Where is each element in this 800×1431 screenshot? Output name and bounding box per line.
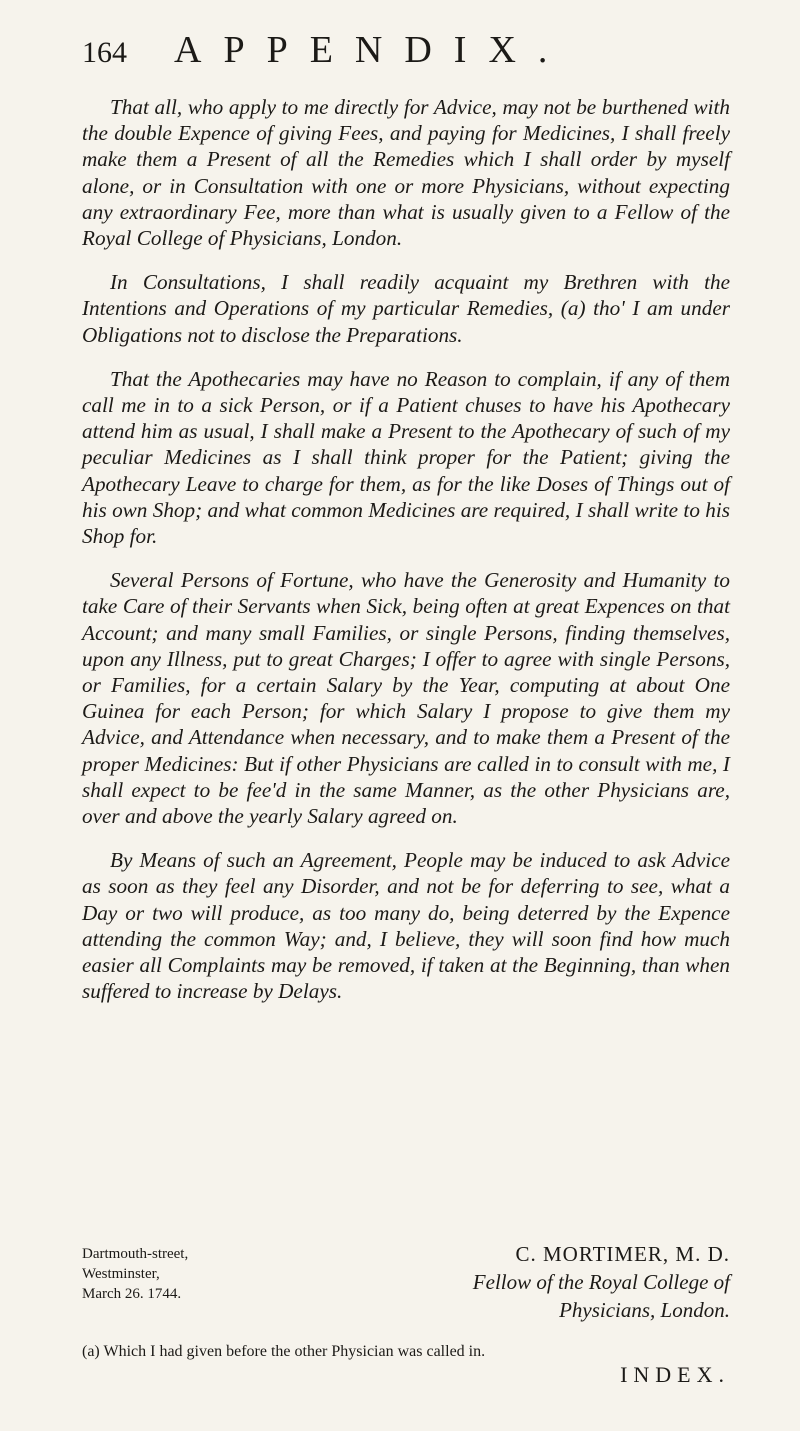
signatory-name: C. MORTIMER, M. D.: [515, 1242, 730, 1266]
signatory-title-2: Physicians, London.: [559, 1298, 730, 1322]
paragraph-early-advice: By Means of such an Agreement, People may be induced to ask Advice as soon as they feel any Disorder, and not be for deferring to see, what a Day or two will produce, as too many do, being deterred by the Expence attending the common Way; and, I believe, they will soon find how much easier all Complaints may be removed, if taken at the Beginning, than when suffered to increase by Delays.: [82, 848, 730, 1004]
catchword: INDEX.: [620, 1362, 730, 1387]
signature-date: March 26. 1744.: [82, 1286, 182, 1302]
address-district: Westminster,: [82, 1266, 160, 1282]
signature-name-block: [370, 1240, 730, 1324]
signatory-title-1: Fellow of the Royal College of: [472, 1270, 730, 1294]
body-text: [82, 94, 730, 1023]
paragraph-apothecaries: That the Apothecaries may have no Reason to complain, if any of them call me in to a sick Person, or if a Patient chuses to have his Apothecary attend him as usual, I shall make a Present to the Apothecary of such of my peculiar Medicines as I shall think proper for the Patient; giving the Apothecary Leave to charge for them, as for the like Doses of Things out of his own Shop; and what common Medicines are required, I shall write to his Shop for.: [82, 366, 730, 549]
page-number: 164: [82, 36, 127, 69]
address-street: Dartmouth-street,: [82, 1246, 189, 1262]
signature-address: [82, 1244, 188, 1304]
page-header: [82, 28, 732, 80]
paragraph-salary-agreement: Several Persons of Fortune, who have the Generosity and Humanity to take Care of their Servants when Sick, being often at great Expences on that Account; and many small Families, or single Persons, finding themselves, upon any Illness, put to great Charges; I offer to agree with single Persons, or Families, for a certain Salary by the Year, computing at about One Guinea for each Person; for which Salary I propose to give them my Advice, and Attendance when necessary, and to make them a Present of the proper Medicines: But if other Physicians are called in to consult with me, I shall expect to be fee'd in the same Manner, as the other Physicians are, over and above the yearly Salary agreed on.: [82, 568, 730, 829]
running-title: APPENDIX.: [174, 29, 570, 71]
paragraph-advice-fees: That all, who apply to me directly for Advice, may not be burthened with the double Expence of giving Fees, and paying for Medicines, I shall freely make them a Present of all the Remedies which I shall order by myself alone, or in Consultation with one or more Physicians, without expecting any extraordinary Fee, more than what is usually given to a Fellow of the Royal College of Physicians, London.: [82, 95, 730, 251]
signature-block: [82, 1240, 730, 1350]
footnote: (a) Which I had given before the other Physician was called in.: [82, 1343, 486, 1360]
paragraph-consultations: In Consultations, I shall readily acquaint my Brethren with the Intentions and Operations of my particular Remedies, (a) tho' I am under Obligations not to disclose the Preparations.: [82, 270, 730, 347]
